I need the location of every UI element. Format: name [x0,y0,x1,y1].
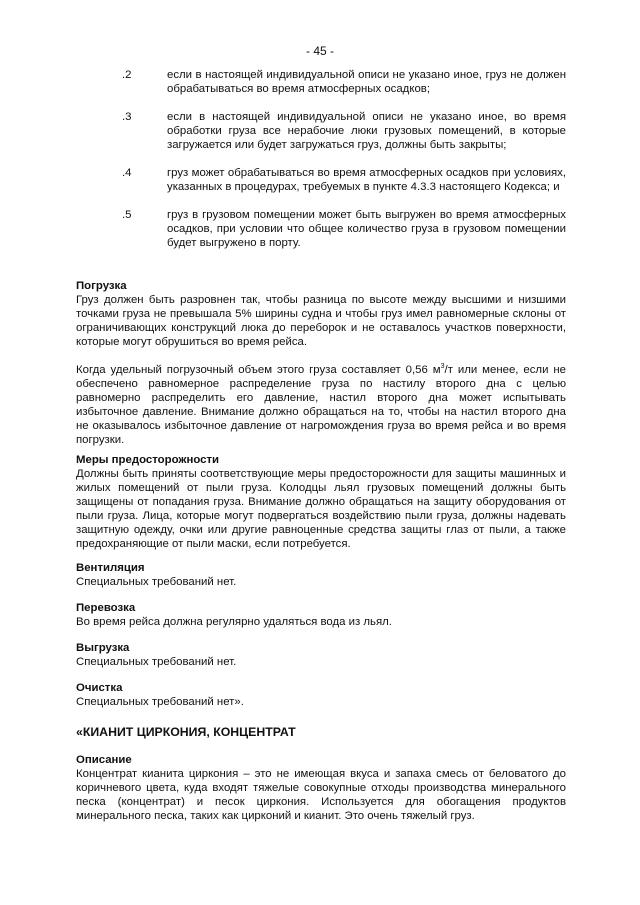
numbered-list [122,68,566,264]
discharge-text: Специальных требований нет. [76,656,237,668]
superscript: 3 [440,363,445,371]
loading-p2-text-cont: /т или менее, если не обеспечено равномерное распределение груза по настилу второго дна с целью равномерно распределить его давление, настил второго дна может испытывать избыточное давление. Внимание должно обращаться на то, чтобы на настил второго дна не оказывалось избыточное давление от нагромождения груза во время рейса и во время погрузки. [76,364,566,446]
list-item-text: груз может обрабатываться во время атмосферных осадков при условиях, указанных в процедурах, требуемых в пункте 4.3.3 настоящего Кодекса; и [167,167,566,193]
list-item-text: груз в грузовом помещении может быть выгружен во время атмосферных осадков, при условии что общее количество груза в грузовом помещении будет выгружено в порту. [167,209,566,249]
description-heading: Описание [76,754,132,766]
page-number: - 45 - [305,44,334,58]
list-item [122,208,566,250]
loading-paragraph-1: Груз должен быть разровнен так, чтобы разница по высоте между высшими и низшими точками груза не превышала 5% ширины судна и чтобы груз имел равномерные склоны от ограничивающих конструкций люка до переборок и не оставалось участков поверхности, которые могут обрушиться во время рейса. [76,294,566,348]
precautions-text: Должны быть приняты соответствующие меры предосторожности для защиты машинных и жилых помещений от пыли груза. Колодцы льял грузовых помещений должны быть защищены от попадания груза. Внимание должно обращаться на защиту оборудования от пыли груза. Лица, которые могут подвергаться воздействию пыли груза, должны надевать защитную одежду, очки или другие равноценные средства защиты глаз от пыли, а также предохраняющие от пыли маски, если потребуется. [76,468,566,550]
clean-up-section [76,681,566,709]
description-text: Концентрат кианита циркония – это не имеющая вкуса и запаха смесь от беловатого до коричневого цвета, куда входят тяжелые совокупные отходы производства минерального песка (концентрат) и песок циркония. Используется для обогащения продуктов минерального песка, таких как цирконий и кианит. Это очень тяжелый груз. [76,768,566,822]
list-item [122,68,566,96]
ventilation-heading: Вентиляция [76,562,145,574]
list-item-number: .4 [122,167,132,179]
ventilation-section [76,561,566,589]
precautions-heading: Меры предосторожности [76,454,220,466]
cargo-title: «КИАНИТ ЦИРКОНИЯ, КОНЦЕНТРАТ [76,725,296,739]
discharge-heading: Выгрузка [76,642,130,654]
list-item-number: .2 [122,69,132,81]
carriage-heading: Перевозка [76,602,136,614]
list-item-text: если в настоящей индивидуальной описи не указано иное, во время обработки груза все нерабочие люки грузовых помещений, в которые загружается или будет загружаться груз, должны быть закрыты; [167,111,566,151]
discharge-section [76,641,566,669]
carriage-text: Во время рейса должна регулярно удаляться вода из льял. [76,616,392,628]
list-item-number: .5 [122,209,132,221]
description-section [76,753,566,823]
clean-up-text: Специальных требований нет». [76,696,244,708]
list-item [122,166,566,194]
ventilation-text: Специальных требований нет. [76,576,237,588]
loading-heading: Погрузка [76,280,127,292]
precautions-section [76,453,566,551]
list-item-number: .3 [122,111,132,123]
list-item-text: если в настоящей индивидуальной описи не указано иное, груз не должен обрабатываться во время атмосферных осадков; [167,69,566,95]
loading-section [76,279,566,447]
loading-paragraph-2 [76,363,566,447]
list-item [122,110,566,152]
loading-p2-text: Когда удельный погрузочный объем этого груза составляет 0,56 м [76,364,441,376]
clean-up-heading: Очистка [76,682,123,694]
carriage-section [76,601,566,629]
